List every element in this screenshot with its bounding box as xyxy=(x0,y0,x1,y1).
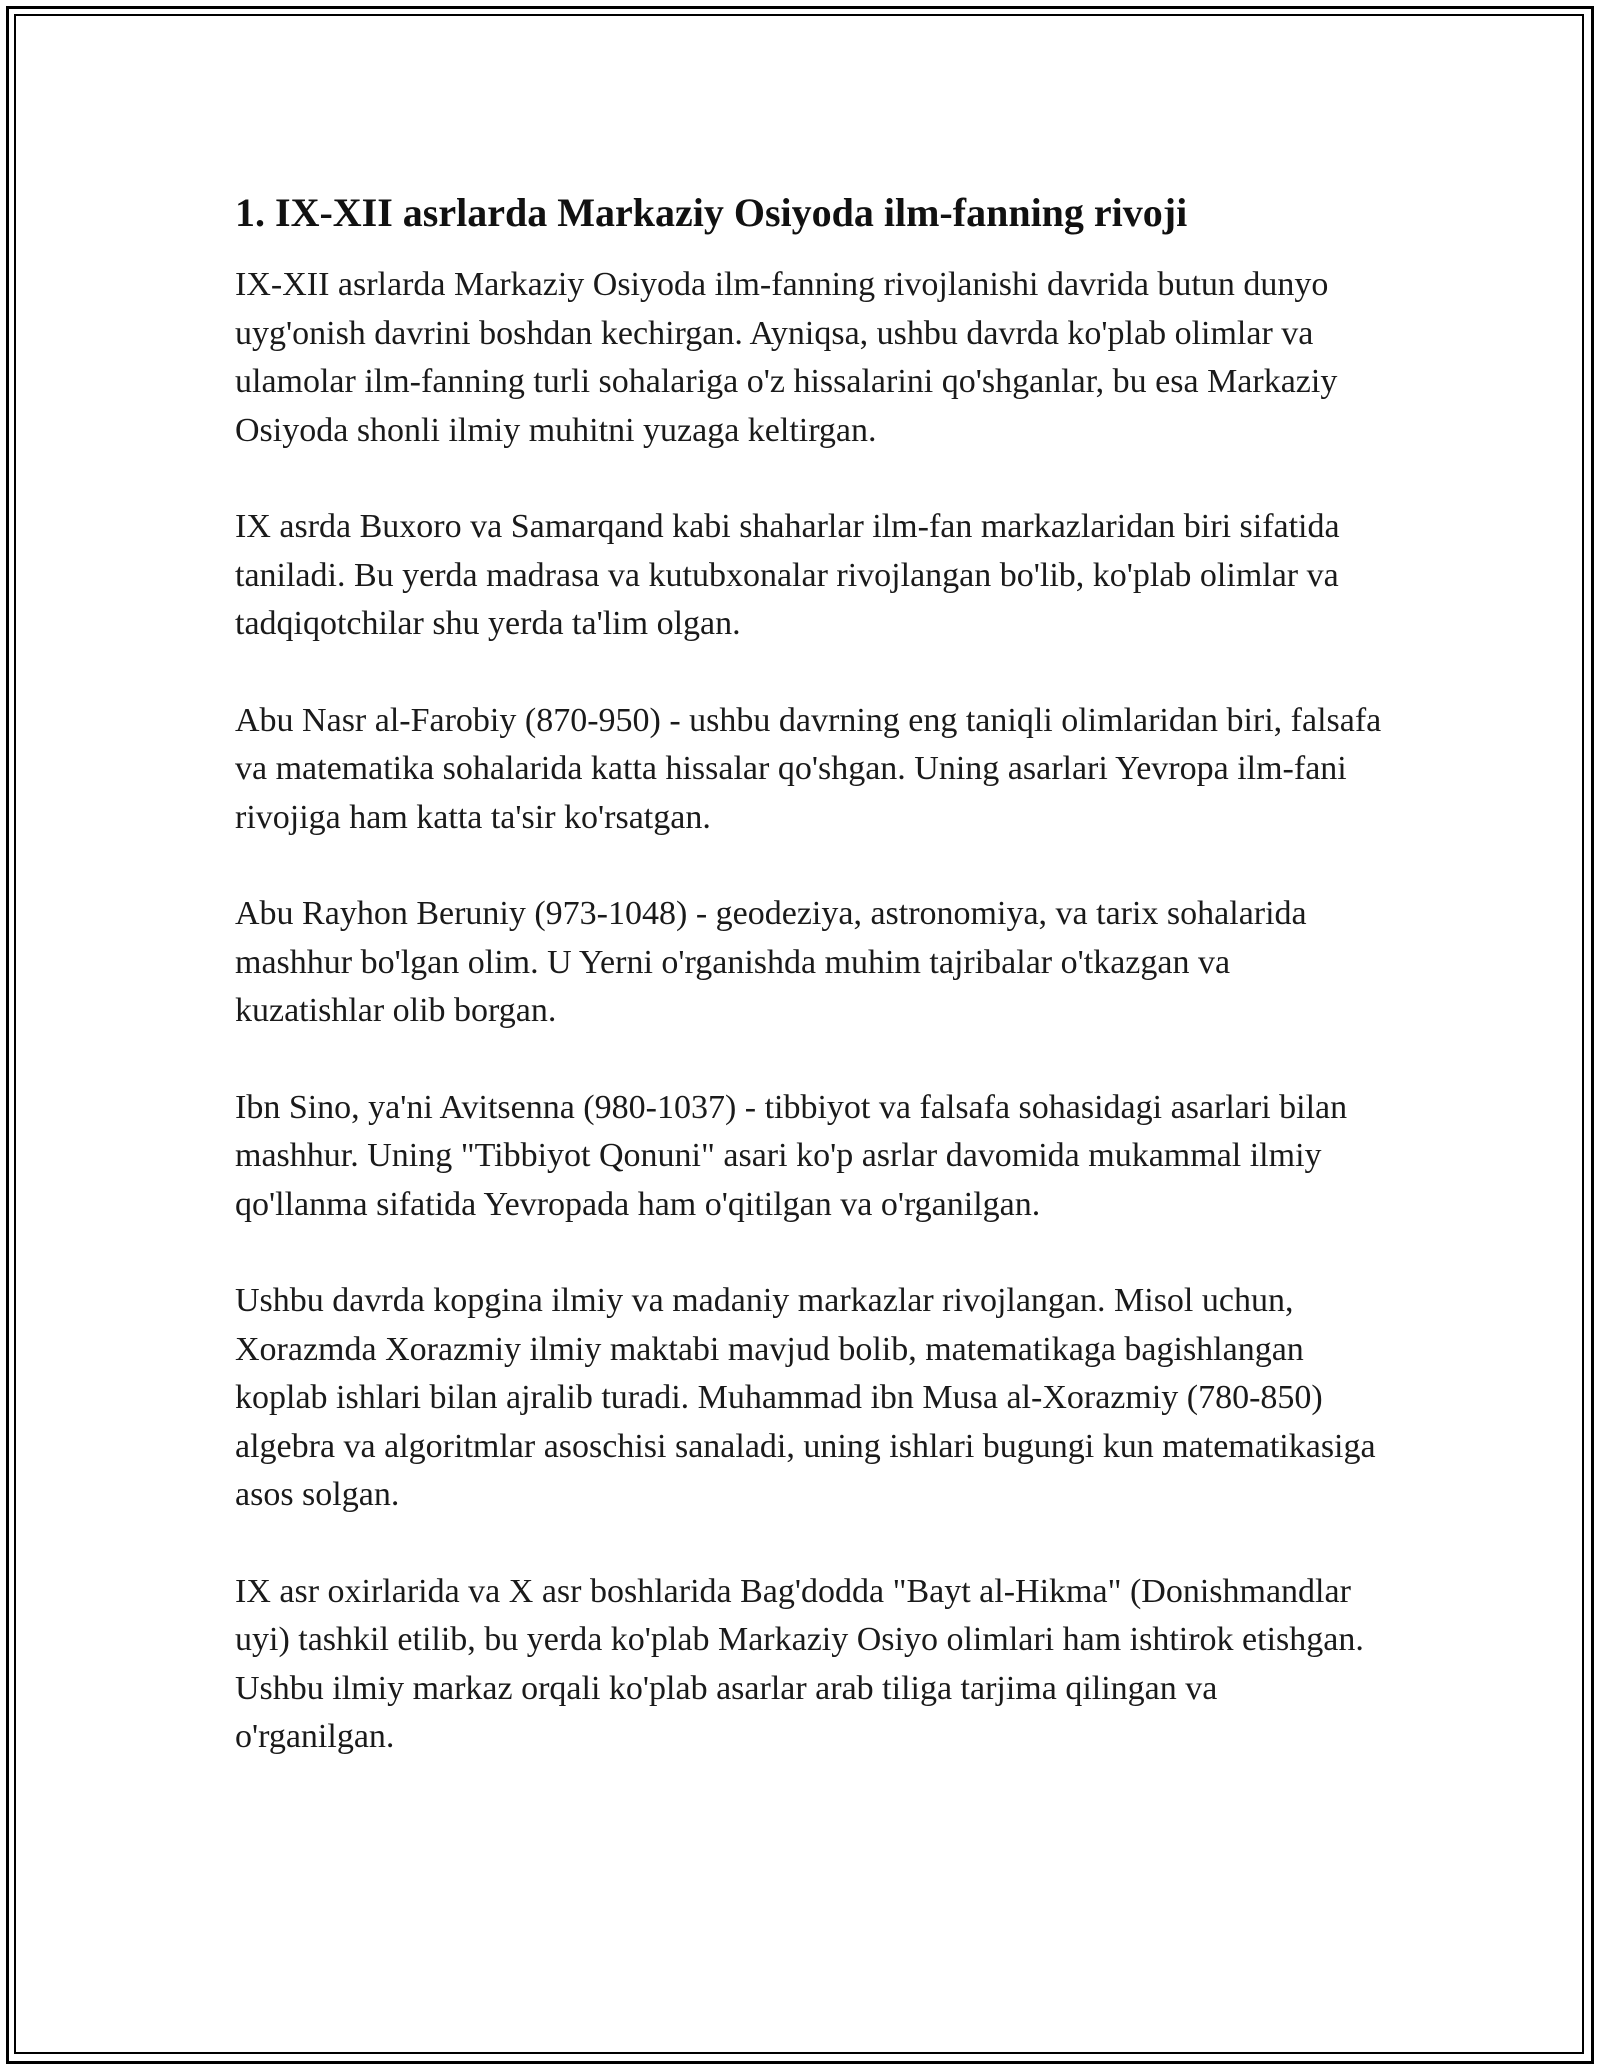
document-body xyxy=(235,185,1385,1810)
paragraph-bayt-al-hikma: IX asr oxirlarida va X asr boshlarida Bag'dodda "Bayt al-Hikma" (Donishmandlar uyi) tashkil etilib, bu yerda ko'plab Markaziy Osiyo olimlari ham ishtirok etishgan. Ushbu ilmiy markaz orqali ko'plab asarlar arab tiliga tarjima qilingan va o'rganilgan. xyxy=(235,1572,1364,1755)
paragraph-ibn-sino: Ibn Sino, ya'ni Avitsenna (980-1037) - tibbiyot va falsafa sohasidagi asarlari bilan mashhur. Uning "Tibbiyot Qonuni" asari ko'p asrlar davomida mukammal ilmiy qo'llanma sifatida Yevropada ham o'qitilgan va o'rganilgan. xyxy=(235,1088,1348,1223)
document-title: 1. IX-XII asrlarda Markaziy Osiyoda ilm-fanning rivoji xyxy=(235,190,1188,235)
paragraph-farabi: Abu Nasr al-Farobiy (870-950) - ushbu davrning eng taniqli olimlaridan biri, falsafa va matematika sohalarida katta hissalar qo'shgan. Uning asarlari Yevropa ilm-fani rivojiga ham katta ta'sir ko'rsatgan. xyxy=(235,701,1382,836)
paragraph-khwarazm: Ushbu davrda kopgina ilmiy va madaniy markazlar rivojlangan. Misol uchun, Xorazmda Xorazmiy ilmiy maktabi mavjud bolib, matematikaga bagishlangan koplab ishlari bilan ajralib turadi. Muhammad ibn Musa al-Xorazmiy (780-850) algebra va algoritmlar asoschisi sanaladi, uning ishlari bugungi kun matematikasiga asos solgan. xyxy=(235,1282,1376,1513)
paragraph-bukhara-samarkand: IX asrda Buxoro va Samarqand kabi shaharlar ilm-fan markazlaridan biri sifatida taniladi. Bu yerda madrasa va kutubxonalar rivojlangan bo'lib, ko'plab olimlar va tadqiqotchilar shu yerda ta'lim olgan. xyxy=(235,508,1340,642)
paragraph-intro: IX-XII asrlarda Markaziy Osiyoda ilm-fanning rivojlanishi davrida butun dunyo uyg'onish davrini boshdan kechirgan. Ayniqsa, ushbu davrda ko'plab olimlar va ulamolar ilm-fanning turli sohalariga o'z hissalarini qo'shganlar, bu esa Markaziy Osiyoda shonli ilmiy muhitni yuzaga keltirgan. xyxy=(235,266,1338,449)
paragraph-beruni: Abu Rayhon Beruniy (973-1048) - geodeziya, astronomiya, va tarix sohalarida mashhur bo'lgan olim. U Yerni o'rganishda muhim tajribalar o'tkazgan va kuzatishlar olib borgan. xyxy=(235,895,1307,1029)
